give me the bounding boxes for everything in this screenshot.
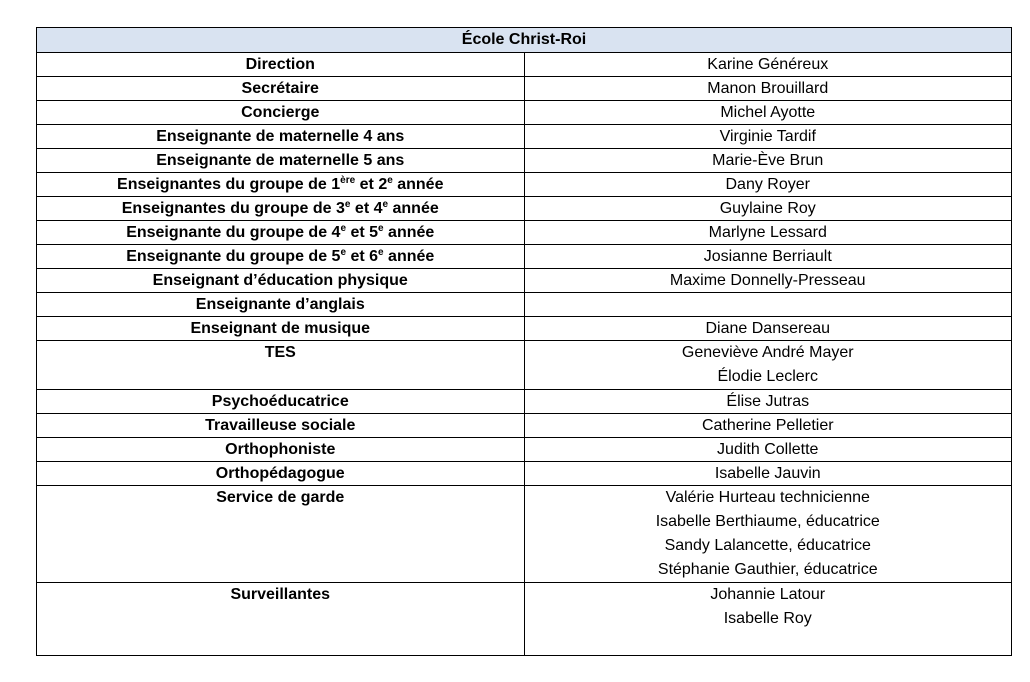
name-line: Geneviève André Mayer bbox=[681, 344, 854, 361]
name-cell: Dany Royer bbox=[524, 173, 1012, 197]
role-cell: Enseignante d’anglais bbox=[37, 293, 525, 317]
table-row bbox=[37, 197, 1012, 221]
table-row bbox=[37, 101, 1012, 125]
name-cell: Guylaine Roy bbox=[524, 197, 1012, 221]
table-row bbox=[37, 77, 1012, 101]
table-row bbox=[37, 341, 1012, 390]
name-cell: Josianne Berriault bbox=[524, 245, 1012, 269]
role-cell: Enseignante du groupe de 5e et 6e année bbox=[37, 245, 525, 269]
role-cell: Psychoéducatrice bbox=[37, 390, 525, 414]
role-cell: Enseignante du groupe de 4e et 5e année bbox=[37, 221, 525, 245]
name-line: Stéphanie Gauthier, éducatrice bbox=[657, 561, 878, 578]
role-cell: Travailleuse sociale bbox=[37, 414, 525, 438]
role-cell: Orthopédagogue bbox=[37, 462, 525, 486]
table-row bbox=[37, 414, 1012, 438]
table-row bbox=[37, 293, 1012, 317]
name-cell: Judith Collette bbox=[524, 438, 1012, 462]
name-cell: Manon Brouillard bbox=[524, 77, 1012, 101]
name-cell: Virginie Tardif bbox=[524, 125, 1012, 149]
table-row bbox=[37, 173, 1012, 197]
table-row bbox=[37, 221, 1012, 245]
name-cell bbox=[524, 341, 1012, 390]
table-row bbox=[37, 583, 1012, 656]
role-cell: Orthophoniste bbox=[37, 438, 525, 462]
role-cell: Enseignantes du groupe de 1ère et 2e année bbox=[37, 173, 525, 197]
name-line: Sandy Lalancette, éducatrice bbox=[664, 537, 871, 554]
role-cell: Secrétaire bbox=[37, 77, 525, 101]
table-row bbox=[37, 245, 1012, 269]
role-cell: Enseignant d’éducation physique bbox=[37, 269, 525, 293]
name-cell bbox=[524, 486, 1012, 583]
name-line: Isabelle Roy bbox=[723, 610, 812, 627]
role-cell: Surveillantes bbox=[37, 583, 525, 656]
table-row bbox=[37, 125, 1012, 149]
table-row bbox=[37, 317, 1012, 341]
role-cell: TES bbox=[37, 341, 525, 390]
name-cell bbox=[524, 583, 1012, 656]
table-row bbox=[37, 390, 1012, 414]
name-cell: Michel Ayotte bbox=[524, 101, 1012, 125]
name-cell: Diane Dansereau bbox=[524, 317, 1012, 341]
name-cell: Élise Jutras bbox=[524, 390, 1012, 414]
table-row bbox=[37, 269, 1012, 293]
name-line: Élodie Leclerc bbox=[717, 368, 818, 385]
staff-table bbox=[36, 27, 1012, 656]
name-cell: Isabelle Jauvin bbox=[524, 462, 1012, 486]
role-cell: Enseignant de musique bbox=[37, 317, 525, 341]
name-line: Valérie Hurteau technicienne bbox=[665, 489, 870, 506]
table-header-row bbox=[37, 28, 1012, 53]
name-cell: Catherine Pelletier bbox=[524, 414, 1012, 438]
table-row bbox=[37, 462, 1012, 486]
name-cell: Marie-Ève Brun bbox=[524, 149, 1012, 173]
role-cell: Concierge bbox=[37, 101, 525, 125]
name-cell bbox=[524, 293, 1012, 317]
name-cell: Karine Généreux bbox=[524, 53, 1012, 77]
name-line: Isabelle Berthiaume, éducatrice bbox=[655, 513, 880, 530]
role-cell: Enseignante de maternelle 4 ans bbox=[37, 125, 525, 149]
name-cell: Maxime Donnelly-Presseau bbox=[524, 269, 1012, 293]
name-line: Johannie Latour bbox=[710, 586, 826, 603]
role-cell: Enseignante de maternelle 5 ans bbox=[37, 149, 525, 173]
table-row bbox=[37, 149, 1012, 173]
table-row bbox=[37, 53, 1012, 77]
name-cell: Marlyne Lessard bbox=[524, 221, 1012, 245]
table-row bbox=[37, 486, 1012, 583]
role-cell: Direction bbox=[37, 53, 525, 77]
table-title: École Christ-Roi bbox=[37, 28, 1012, 53]
role-cell: Enseignantes du groupe de 3e et 4e année bbox=[37, 197, 525, 221]
role-cell: Service de garde bbox=[37, 486, 525, 583]
table-row bbox=[37, 438, 1012, 462]
